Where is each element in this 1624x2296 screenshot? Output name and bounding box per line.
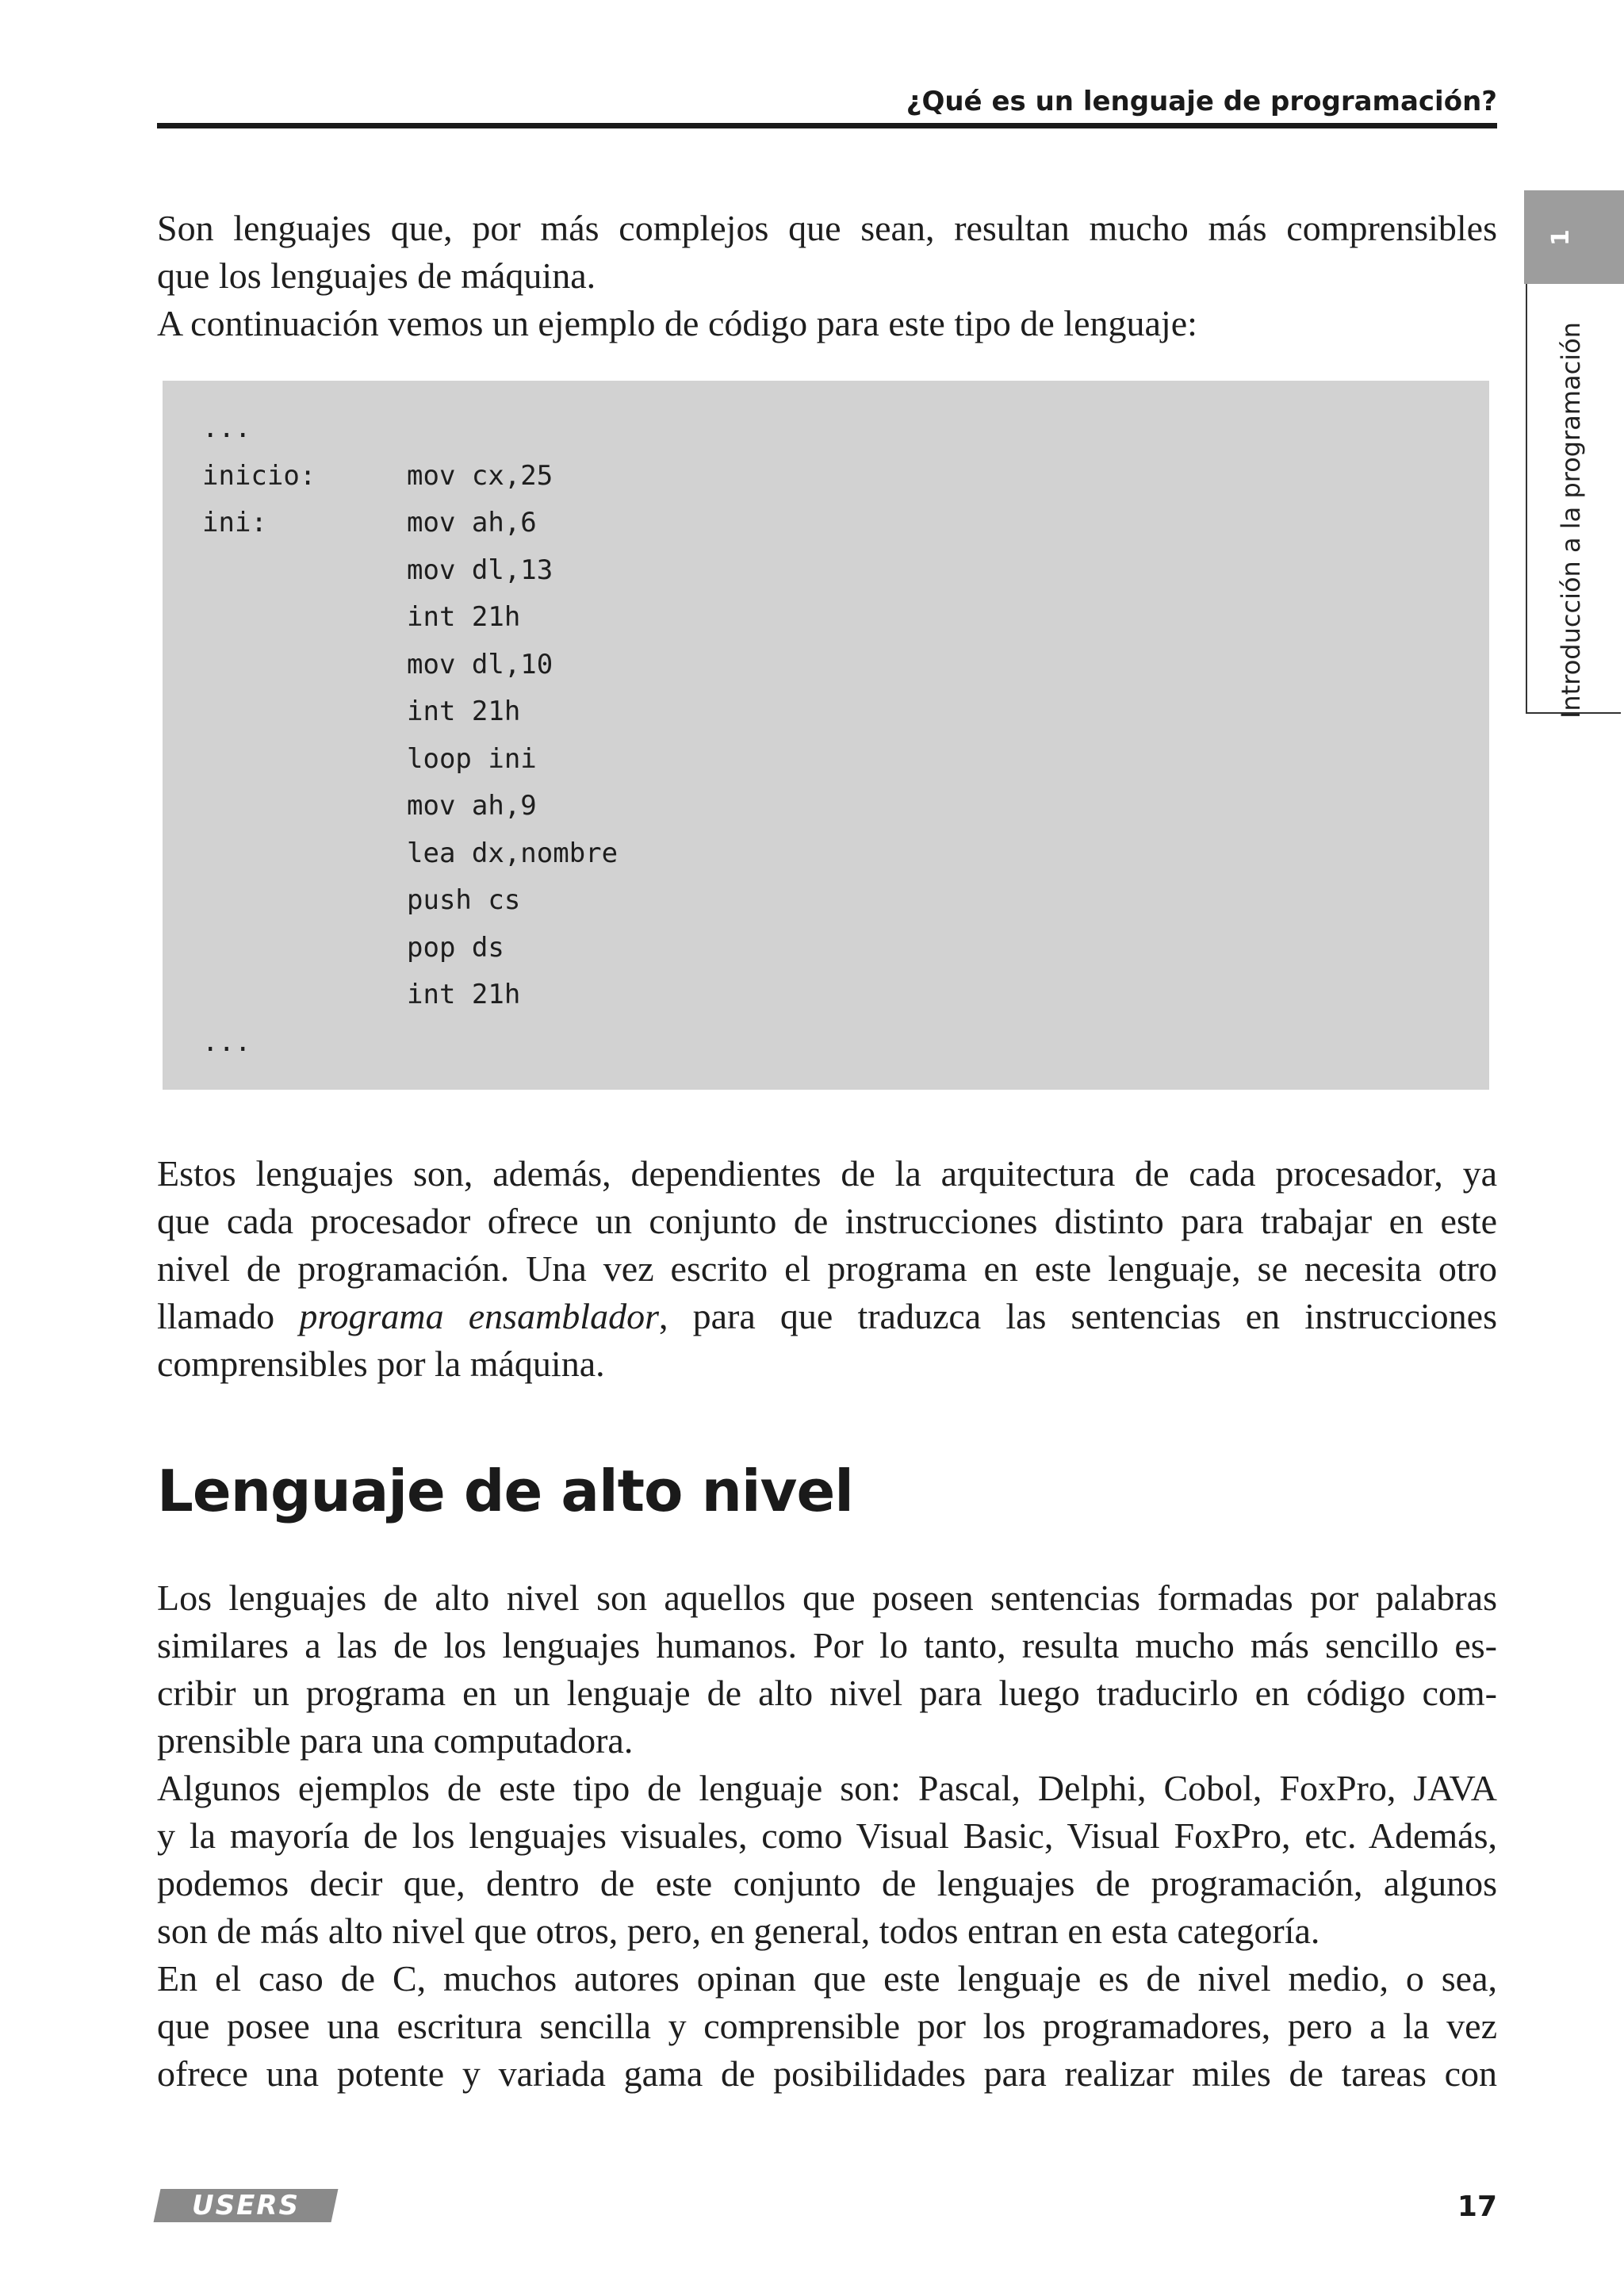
code-line bbox=[202, 645, 553, 684]
code-line bbox=[202, 739, 537, 779]
line-text: llamado bbox=[157, 1296, 300, 1336]
paragraph-line: Estos lenguajes son, además, dependientes de la arquitectura de cada procesador, ya bbox=[157, 1153, 1497, 1194]
code-line bbox=[202, 880, 520, 920]
paragraph-line: cribir un programa en un lenguaje de alto nivel para luego traducirlo en código com- bbox=[157, 1673, 1497, 1713]
paragraph-line: En el caso de C, muchos autores opinan que este lenguaje es de nivel medio, o sea, bbox=[157, 1958, 1497, 1999]
paragraph-line: Algunos ejemplos de este tipo de lenguaje son: Pascal, Delphi, Cobol, FoxPro, JAVA bbox=[157, 1768, 1497, 1808]
emphasis-term: programa ensamblador bbox=[299, 1296, 659, 1336]
code-instruction: int 21h bbox=[407, 696, 521, 727]
paragraph-line: prensible para una computadora. bbox=[157, 1720, 634, 1761]
page-number: 17 bbox=[1457, 2191, 1497, 2223]
code-instruction: int 21h bbox=[407, 601, 521, 633]
code-instruction: lea dx,nombre bbox=[407, 837, 619, 869]
code-line bbox=[202, 834, 618, 873]
code-line bbox=[202, 975, 520, 1014]
paragraph-line: comprensibles por la máquina. bbox=[157, 1343, 605, 1384]
code-line bbox=[202, 928, 504, 968]
paragraph-line: podemos decir que, dentro de este conjunto de lenguajes de programación, algunos bbox=[157, 1863, 1497, 1903]
code-line bbox=[202, 1022, 407, 1062]
section-paragraph bbox=[157, 1574, 1497, 2098]
paragraph-line: son de más alto nivel que otros, pero, en general, todos entran en esta categoría. bbox=[157, 1911, 1320, 1951]
paragraph-line: que posee una escritura sencilla y comprensible por los programadores, pero a la vez bbox=[157, 2006, 1497, 2046]
chapter-number bbox=[1524, 190, 1624, 284]
chapter-number-text: 1 bbox=[1546, 228, 1575, 246]
intro-line: A continuación vemos un ejemplo de código para este tipo de lenguaje: bbox=[157, 303, 1197, 343]
chapter-title-vertical: Introducción a la programación bbox=[1556, 322, 1586, 719]
paragraph-line: que cada procesador ofrece un conjunto de instrucciones distinto para trabajar en este bbox=[157, 1201, 1497, 1241]
body-paragraph bbox=[157, 1150, 1497, 1388]
publisher-logo-text: USERS bbox=[192, 2190, 300, 2221]
code-line bbox=[202, 408, 407, 448]
code-instruction: pop ds bbox=[407, 931, 504, 964]
code-instruction: loop ini bbox=[407, 742, 537, 775]
code-label: ini: bbox=[202, 507, 267, 539]
intro-paragraph bbox=[157, 205, 1497, 347]
paragraph-line: y la mayoría de los lenguajes visuales, como Visual Basic, Visual FoxPro, etc. Además, bbox=[157, 1815, 1497, 1856]
code-instruction: int 21h bbox=[407, 979, 521, 1010]
intro-line: Son lenguajes que, por más complejos que sean, resultan mucho más comprensibles bbox=[157, 208, 1497, 248]
paragraph-line: similares a las de los lenguajes humanos. Por lo tanto, resulta mucho más sencillo es- bbox=[157, 1625, 1497, 1665]
header-rule bbox=[157, 123, 1497, 128]
code-instruction: mov cx,25 bbox=[407, 459, 553, 492]
paragraph-line bbox=[157, 1293, 1497, 1340]
code-line bbox=[202, 692, 520, 731]
intro-line: que los lenguajes de máquina. bbox=[157, 255, 596, 296]
running-head: ¿Qué es un lenguaje de programación? bbox=[906, 86, 1497, 117]
chapter-side-line bbox=[1526, 284, 1527, 714]
publisher-logo bbox=[154, 2189, 339, 2222]
paragraph-line: ofrece una potente y variada gama de posibilidades para realizar miles de tareas con bbox=[157, 2053, 1497, 2094]
paragraph-line: Los lenguajes de alto nivel son aquellos que poseen sentencias formadas por palabras bbox=[157, 1577, 1497, 1618]
code-line bbox=[202, 550, 553, 590]
code-instruction: mov dl,10 bbox=[407, 648, 553, 680]
code-instruction: mov ah,6 bbox=[407, 507, 537, 539]
code-line bbox=[202, 503, 537, 542]
code-line bbox=[202, 456, 553, 496]
code-line bbox=[202, 786, 537, 826]
code-label: ... bbox=[202, 412, 251, 444]
code-instruction: mov ah,9 bbox=[407, 790, 537, 822]
code-label: ... bbox=[202, 1025, 251, 1058]
section-title: Lenguaje de alto nivel bbox=[157, 1458, 853, 1524]
code-instruction: push cs bbox=[407, 884, 521, 916]
code-instruction: mov dl,13 bbox=[407, 554, 553, 586]
paragraph-line: nivel de programación. Una vez escrito el programa en este lenguaje, se necesita otro bbox=[157, 1248, 1497, 1289]
line-text: , para que traduzca las sentencias en instrucciones bbox=[658, 1296, 1497, 1336]
code-label: inicio: bbox=[202, 459, 316, 492]
code-line bbox=[202, 597, 520, 637]
